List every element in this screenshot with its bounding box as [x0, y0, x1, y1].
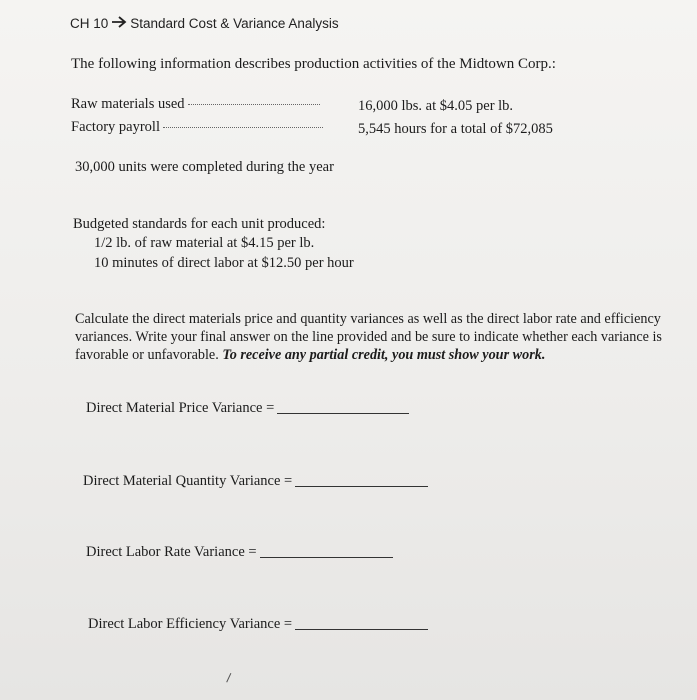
pen-mark: [226, 673, 237, 685]
answer-line[interactable]: [295, 628, 428, 630]
right-arrow-icon: [111, 15, 127, 32]
header: [70, 15, 339, 32]
budget-item: 1/2 lb. of raw material at $4.15 per lb.: [94, 235, 315, 251]
instructions-emphasis: To receive any partial credit, you must show your work.: [222, 347, 546, 363]
answer-rate-variance: Direct Labor Rate Variance =: [86, 544, 393, 561]
answer-quantity-variance: Direct Material Quantity Variance =: [83, 473, 428, 490]
activity-value: 5,545 hours for a total of $72,085: [358, 121, 553, 137]
activity-value: 16,000 lbs. at $4.05 per lb.: [358, 98, 514, 114]
answer-efficiency-variance: Direct Labor Efficiency Variance =: [88, 616, 428, 633]
answer-line[interactable]: [260, 556, 393, 558]
units-completed: 30,000 units were completed during the year: [75, 159, 334, 175]
answer-price-variance: Direct Material Price Variance =: [86, 400, 409, 417]
instructions: Calculate the direct materials price and quantity variances as well as the direct labor rate and efficiency variances. Write your final answer on the line provided and be sure to indicate whether each variance is favorable or unfavorable. To receive any partial credit, you must show your work.: [75, 311, 662, 363]
answer-line[interactable]: [295, 485, 428, 487]
dotted-leader: [188, 104, 320, 105]
dotted-leader: [163, 127, 323, 128]
answer-line[interactable]: [277, 412, 409, 414]
activity-label: Factory payroll: [71, 119, 323, 136]
budget-item: 10 minutes of direct labor at $12.50 per hour: [94, 255, 354, 271]
budget-heading: Budgeted standards for each unit produced:: [73, 216, 326, 232]
chapter-label: CH 10: [70, 16, 109, 31]
intro-text: The following information describes production activities of the Midtown Corp.:: [71, 56, 556, 72]
activity-label: Raw materials used: [71, 96, 320, 113]
page-title: Standard Cost & Variance Analysis: [130, 16, 339, 31]
